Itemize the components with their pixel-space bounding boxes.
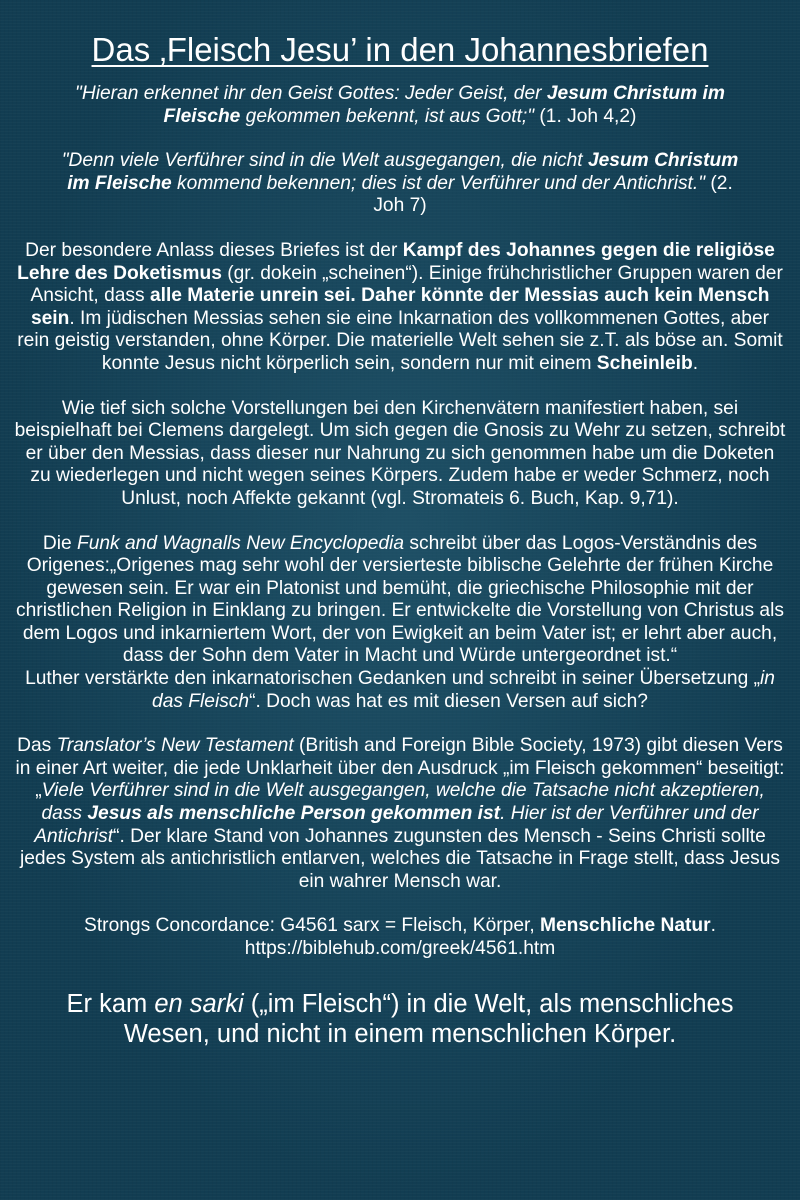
closing-text-2: („im Fleisch“) in die Welt, als menschliches Wesen, und nicht in einem menschlichen Körper. (123, 989, 734, 1048)
closing-italic: en sarki (154, 989, 244, 1018)
para4-bold-italic: Jesus als menschliche Person gekommen ist (87, 803, 501, 825)
strongs-text-2: . (710, 915, 716, 937)
quote-2-reference: (2. Joh 7) (373, 172, 733, 217)
para3-italic-source: Funk and Wagnalls New Encyclopedia (76, 532, 405, 554)
paragraph-translators-nt (14, 735, 786, 893)
para1-bold-3: Scheinleib (596, 352, 693, 374)
para3-text-2: schreibt über das Logos-Verständnis des Origenes:„Origenes mag sehr wohl der versierteste biblische Gelehrte der frühen Kirche gewesen sein. Er war ein Platonist und bemüht, die griechische Philosophie mit der christlichen Religion in Einklang zu bringen. Er entwickelte die Vorstellung von Christus als dem Logos und inkarniertem Wort, der von Ewigkeit an beim Vater ist; er lehrt aber auch, dass der Sohn dem Vater in Macht und Würde untergeordnet ist.“ (16, 532, 784, 667)
quote-1-emphasis: Jesum Christum im Fleische (163, 83, 725, 127)
quote-1-text-a: "Hieran erkennet ihr den Geist Gottes: Jeder Geist, der (75, 83, 547, 104)
para3-text-3: Luther verstärkte den inkarnatorischen Gedanken und schreibt in seiner Übersetzung „ (25, 668, 760, 690)
para4-italic-source: Translator’s New Testament (56, 735, 294, 757)
quote-2-john-7 (54, 150, 746, 218)
quote-1-reference: (1. Joh 4,2) (534, 105, 637, 127)
para1-text-1: Der besondere Anlass dieses Briefes ist der (25, 239, 403, 261)
strongs-url: https://biblehub.com/greek/4561.htm (244, 938, 556, 959)
para4-text-3: “. Der klare Stand von Johannes zugunsten des Mensch - Seins Christi sollte jedes System als antichristlich entlarven, welches die Tatsache in Frage stellt, dass Jesus ein wahrer Mensch war. (19, 825, 781, 892)
paragraph-doketismus (14, 240, 786, 376)
quote-2-emphasis: Jesum Christum im Fleische (67, 150, 739, 194)
closing-statement (20, 989, 780, 1049)
para4-text-2: (British and Foreign Bible Society, 1973) gibt diesen Vers in einer Art weiter, die jede Unklarheit über den Ausdruck „im Fleisch gekommen“ beseitigt: „ (15, 735, 785, 802)
paragraph-origenes (14, 533, 786, 714)
para3-text-1: Die (42, 532, 77, 554)
paragraph-clemens: Wie tief sich solche Vorstellungen bei den Kirchenvätern manifestiert haben, sei beispielhaft bei Clemens dargelegt. Um sich gegen die Gnosis zu Wehr zu setzen, schreibt er über den Messias, dass dieser nur Nahrung zu sich genommen habe um die Doketen zu wiederlegen und nicht wegen seines Körpers. Zudem habe er weder Schmerz, noch Unlust, noch Affekte gekannt (vgl. Stromateis 6. Buch, Kap. 9,71). (14, 397, 786, 509)
para3-italic-luther: in das Fleisch (152, 668, 775, 712)
para4-italic-quote-2: . Hier ist der Verführer und der Antichrist (34, 803, 759, 847)
para1-bold-2: alle Materie unrein sei. Daher könnte der Messias auch kein Mensch sein (30, 285, 770, 329)
quote-1-john-4-2 (36, 83, 764, 128)
para1-text-3: . Im jüdischen Messias sehen sie eine Inkarnation des vollkommenen Gottes, aber rein geistig verstanden, ohne Körper. Die materielle Welt sehen sie z.T. als böse an. Somit konnte Jesus nicht körperlich sein, sondern nur mit einem (17, 307, 783, 374)
para4-text-1: Das (17, 735, 57, 757)
quote-1-text-c: gekommen bekennt, ist aus Gott;" (240, 105, 535, 127)
para1-text-2: (gr. dokein „scheinen“). Einige frühchristlicher Gruppen waren der Ansicht, dass (30, 262, 783, 307)
para4-italic-quote-1: Viele Verführer sind in die Welt ausgegangen, welche die Tatsache nicht akzeptieren, dass (41, 780, 765, 825)
closing-text-1: Er kam (66, 989, 155, 1018)
page-title: Das ‚Fleisch Jesu’ in den Johannesbriefen (91, 31, 709, 68)
strongs-bold: Menschliche Natur (539, 915, 711, 937)
strongs-concordance (14, 915, 786, 960)
para3-text-4: “. Doch was hat es mit diesen Versen auf sich? (249, 690, 648, 712)
quote-2-text-c: kommend bekennen; dies ist der Verführer und der Antichrist." (171, 172, 706, 194)
para1-text-4: . (692, 352, 699, 374)
strongs-text-1: Strongs Concordance: G4561 sarx = Fleisch, Körper, (84, 915, 540, 937)
para1-bold-1: Kampf des Johannes gegen die religiöse Lehre des Doketismus (17, 239, 775, 284)
quote-2-text-a: "Denn viele Verführer sind in die Welt ausgegangen, die nicht (61, 150, 588, 172)
